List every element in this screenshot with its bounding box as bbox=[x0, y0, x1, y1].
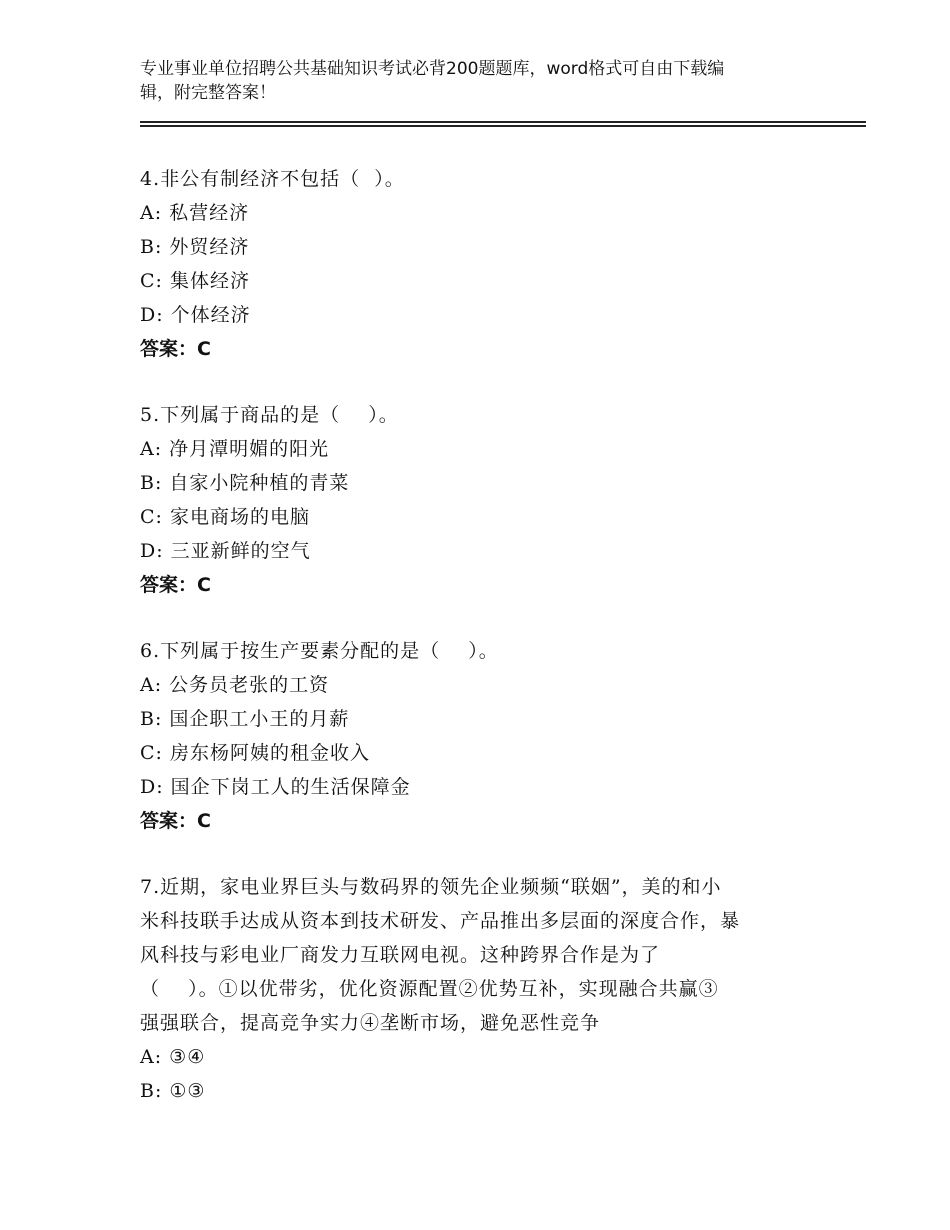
option-a: A: ③④ bbox=[140, 1046, 206, 1068]
question-list bbox=[140, 162, 800, 1140]
header-divider-top bbox=[140, 121, 866, 123]
question-stem-line: （ ）。①以优带劣，优化资源配置②优势互补，实现融合共赢③ bbox=[140, 978, 719, 1000]
question-stem: 4.非公有制经济不包括（ ）。 bbox=[140, 168, 405, 190]
option-a: A: 公务员老张的工资 bbox=[140, 674, 330, 696]
option-c: C: 房东杨阿姨的租金收入 bbox=[140, 742, 370, 764]
question-4 bbox=[140, 162, 800, 366]
question-5 bbox=[140, 398, 800, 602]
question-stem-line: 7.近期，家电业界巨头与数码界的领先企业频频“联姻”，美的和小 bbox=[140, 876, 722, 898]
header-line-1: 专业事业单位招聘公共基础知识考试必背200题题库，word格式可自由下载编 bbox=[140, 59, 725, 79]
question-stem-line: 风科技与彩电业厂商发力互联网电视。这种跨界合作是为了 bbox=[140, 944, 661, 966]
option-d: D: 国企下岗工人的生活保障金 bbox=[140, 776, 411, 798]
question-6 bbox=[140, 634, 800, 838]
answer-line: 答案：C bbox=[140, 810, 211, 832]
option-c: C: 集体经济 bbox=[140, 270, 250, 292]
option-b: B: 国企职工小王的月薪 bbox=[140, 708, 350, 730]
option-a: A: 私营经济 bbox=[140, 202, 250, 224]
question-stem: 6.下列属于按生产要素分配的是（ ）。 bbox=[140, 640, 499, 662]
option-b: B: ①③ bbox=[140, 1080, 206, 1102]
option-d: D: 个体经济 bbox=[140, 304, 251, 326]
option-a: A: 净月潭明媚的阳光 bbox=[140, 438, 330, 460]
option-b: B: 外贸经济 bbox=[140, 236, 250, 258]
question-stem-line: 强强联合，提高竞争实力④垄断市场，避免恶性竞争 bbox=[140, 1012, 601, 1034]
option-c: C: 家电商场的电脑 bbox=[140, 506, 310, 528]
option-d: D: 三亚新鲜的空气 bbox=[140, 540, 311, 562]
header-line-2: 辑，附完整答案！ bbox=[140, 83, 276, 103]
question-7 bbox=[140, 870, 800, 1108]
answer-line: 答案：C bbox=[140, 574, 211, 596]
header-divider-bottom bbox=[140, 125, 866, 127]
option-b: B: 自家小院种植的青菜 bbox=[140, 472, 350, 494]
answer-line: 答案：C bbox=[140, 338, 211, 360]
question-stem-line: 米科技联手达成从资本到技术研发、产品推出多层面的深度合作，暴 bbox=[140, 910, 741, 932]
question-stem: 5.下列属于商品的是（ ）。 bbox=[140, 404, 399, 426]
document-header bbox=[140, 57, 780, 105]
